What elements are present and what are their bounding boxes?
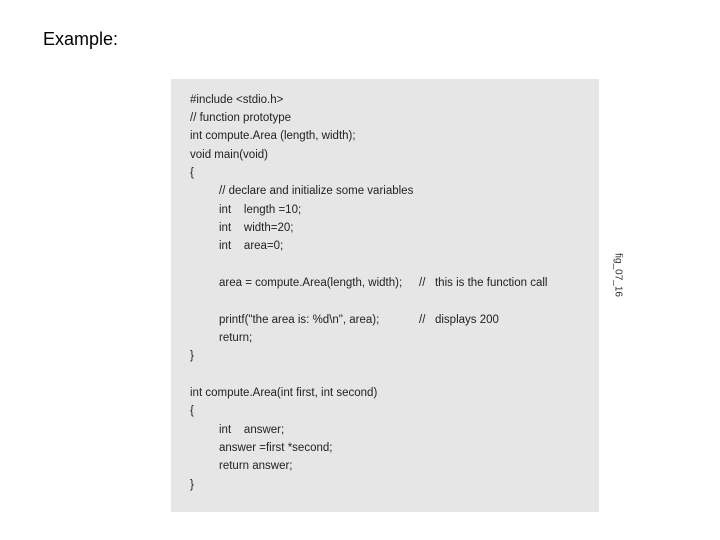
code-line-func-signature: int compute.Area(int first, int second) [190, 387, 378, 399]
code-line-return: return; [219, 332, 253, 344]
code-line-assign-answer: answer =first *second; [219, 442, 333, 454]
slide-title: Example: [43, 29, 119, 49]
code-line-decl-width: int width=20; [219, 222, 294, 234]
code-line-decl-area: int area=0; [219, 240, 284, 252]
code-line-return-answer: return answer; [219, 460, 293, 472]
code-line-decl-answer: int answer; [219, 424, 285, 436]
code-line-declare-comment: // declare and initialize some variables [219, 185, 414, 197]
code-line-main-close: } [190, 350, 194, 362]
code-line-prototype: int compute.Area (length, width); [190, 130, 356, 142]
code-line-include: #include <stdio.h> [190, 94, 284, 106]
code-line-main-open: { [190, 167, 194, 179]
code-figure [171, 79, 599, 512]
code-line-call: area = compute.Area(length, width); [219, 277, 403, 289]
code-comment-call: // this is the function call [419, 277, 548, 289]
code-line-decl-length: int length =10; [219, 204, 302, 216]
figure-label [612, 252, 624, 298]
code-line-prototype-comment: // function prototype [190, 112, 292, 124]
code-line-printf: printf("the area is: %d\n", area); [219, 314, 380, 326]
code-comment-printf: // displays 200 [419, 314, 499, 326]
code-line-main-signature: void main(void) [190, 149, 268, 161]
figure-label-text: fig_07_16 [612, 253, 624, 297]
code-line-func-open: { [190, 405, 194, 417]
code-line-func-close: } [190, 479, 194, 491]
